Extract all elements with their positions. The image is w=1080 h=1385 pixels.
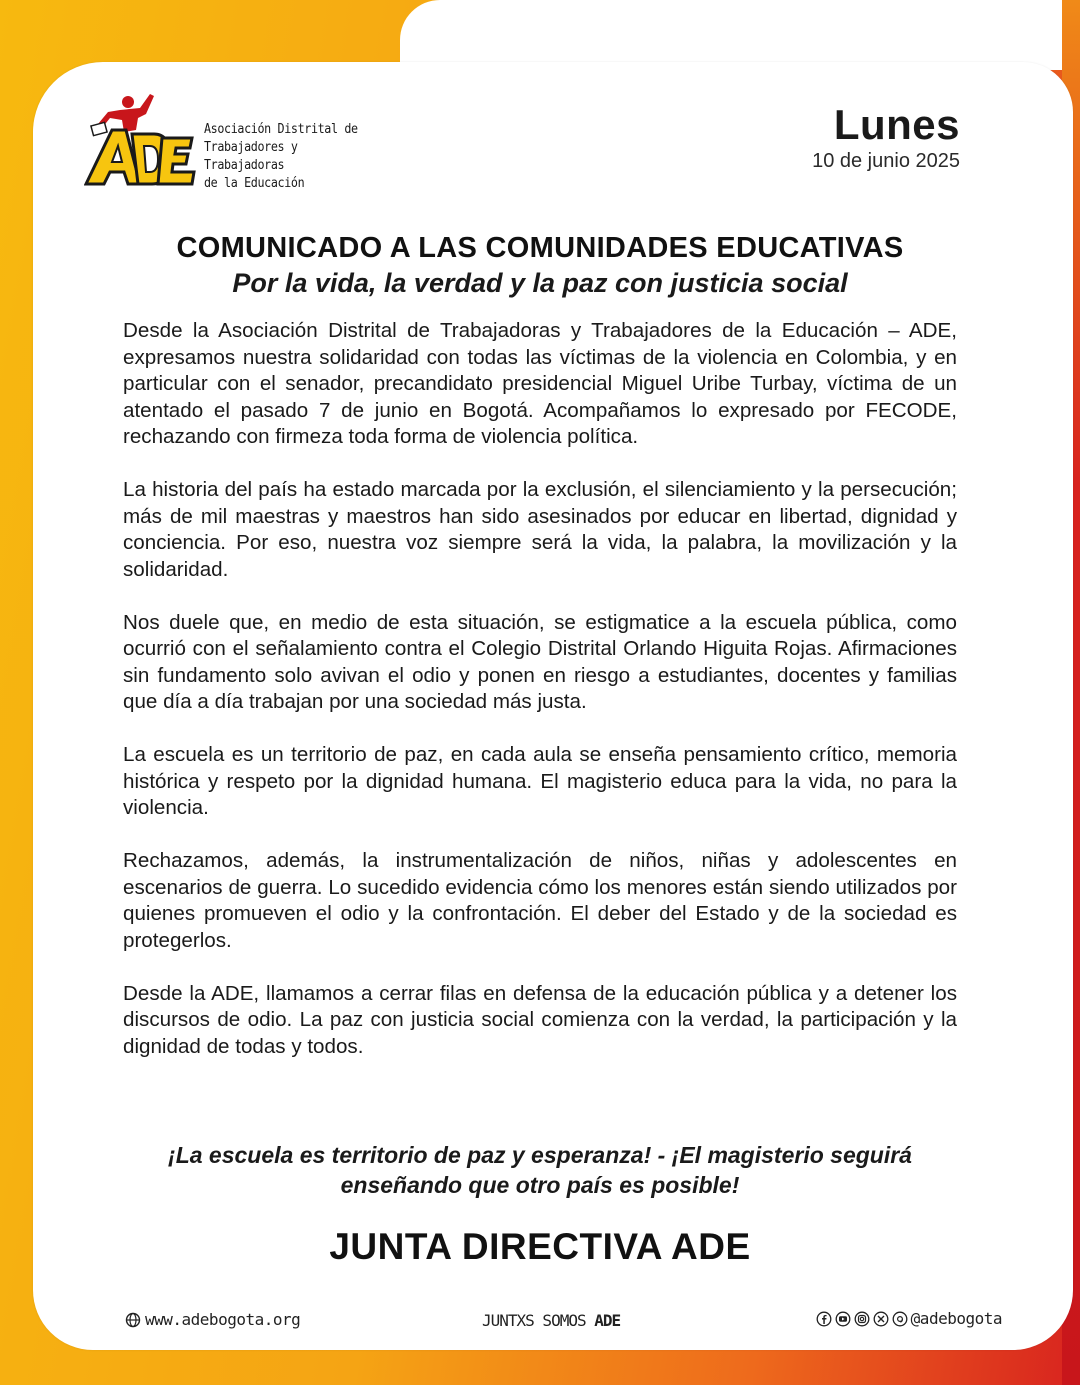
signature: JUNTA DIRECTIVA ADE	[329, 1226, 751, 1267]
closing-line: ¡La escuela es territorio de paz y esperanza! - ¡El magisterio seguirá	[168, 1142, 912, 1168]
slogan-prefix: JUNTXS SOMOS	[482, 1311, 586, 1330]
footer-website[interactable]	[125, 1310, 300, 1329]
body-paragraph: La historia del país ha estado marcada por la exclusión, el silenciamiento y la persecución; más de mil maestras y maestros han sido asesinados por educar en libertad, dignidad y conciencia. Por eso, nuestra voz siempre será la vida, la palabra, la movilización y la solidaridad.	[123, 478, 957, 581]
organization-name	[204, 121, 384, 193]
facebook-icon[interactable]	[816, 1311, 832, 1327]
body-paragraph: Desde la ADE, llamamos a cerrar filas en defensa de la educación pública y a detener los discursos de odio. La paz con justicia social comienza con la verdad, la participación y la dignidad de todas y todos.	[123, 981, 957, 1058]
instagram-icon[interactable]	[854, 1311, 870, 1327]
threads-icon[interactable]	[892, 1311, 908, 1327]
body-paragraph: La escuela es un territorio de paz, en cada aula se enseña pensamiento crítico, memoria histórica y respeto por la dignidad humana. El magisterio educa para la vida, no para la violencia.	[123, 743, 957, 819]
youtube-icon[interactable]	[835, 1311, 851, 1327]
document-body	[123, 318, 957, 1087]
footer-social	[816, 1309, 1002, 1328]
closing-line: enseñando que otro país es posible!	[340, 1172, 740, 1198]
globe-icon	[125, 1312, 141, 1328]
social-handle[interactable]: @adebogota	[910, 1309, 1002, 1328]
closing-slogan	[120, 1140, 960, 1200]
document-subtitle: Por la vida, la verdad y la paz con justicia social	[232, 268, 848, 298]
date-block	[812, 100, 960, 172]
body-paragraph: Nos duele que, en medio de esta situación, se estigmatice a la escuela pública, como ocurrió con el señalamiento contra el Colegio Distrital Orlando Higuita Rojas. Afirmaciones sin fundamento solo avivan el odio y ponen en riesgo a estudiantes, docentes y familias que día a día trabajan por una sociedad más justa.	[123, 610, 957, 713]
org-name-line: Asociación Distrital de	[204, 122, 358, 137]
x-icon[interactable]	[873, 1311, 889, 1327]
background-top-white	[400, 0, 1080, 70]
body-paragraph: Rechazamos, además, la instrumentalización de niños, niñas y adolescentes en escenarios de guerra. Lo sucedido evidencia cómo los menores están siendo utilizados por quienes promueven el odio y la confrontación. El deber del Estado y de la sociedad es protegerlos.	[123, 849, 957, 952]
date-label: 10 de junio 2025	[812, 150, 960, 172]
ade-logo	[84, 88, 198, 188]
body-paragraph: Desde la Asociación Distrital de Trabajadoras y Trabajadores de la Educación – ADE, expresamos nuestra solidaridad con todas las víctimas de la violencia en Colombia, y en particular con el senador, precandidato presidencial Miguel Uribe Turbay, víctima de un atentado el pasado 7 de junio en Bogotá. Acompañamos lo expresado por FECODE, rechazando con firmeza toda forma de violencia política.	[123, 319, 957, 448]
website-link[interactable]: www.adebogota.org	[145, 1310, 301, 1329]
document-title: COMUNICADO A LAS COMUNIDADES EDUCATIVAS	[176, 232, 904, 264]
footer-slogan	[482, 1311, 620, 1330]
org-name-line: de la Educación	[204, 176, 305, 191]
org-name-line: Trabajadores y Trabajadoras	[204, 140, 298, 173]
day-label: Lunes	[833, 101, 960, 148]
slogan-bold: ADE	[594, 1311, 621, 1330]
